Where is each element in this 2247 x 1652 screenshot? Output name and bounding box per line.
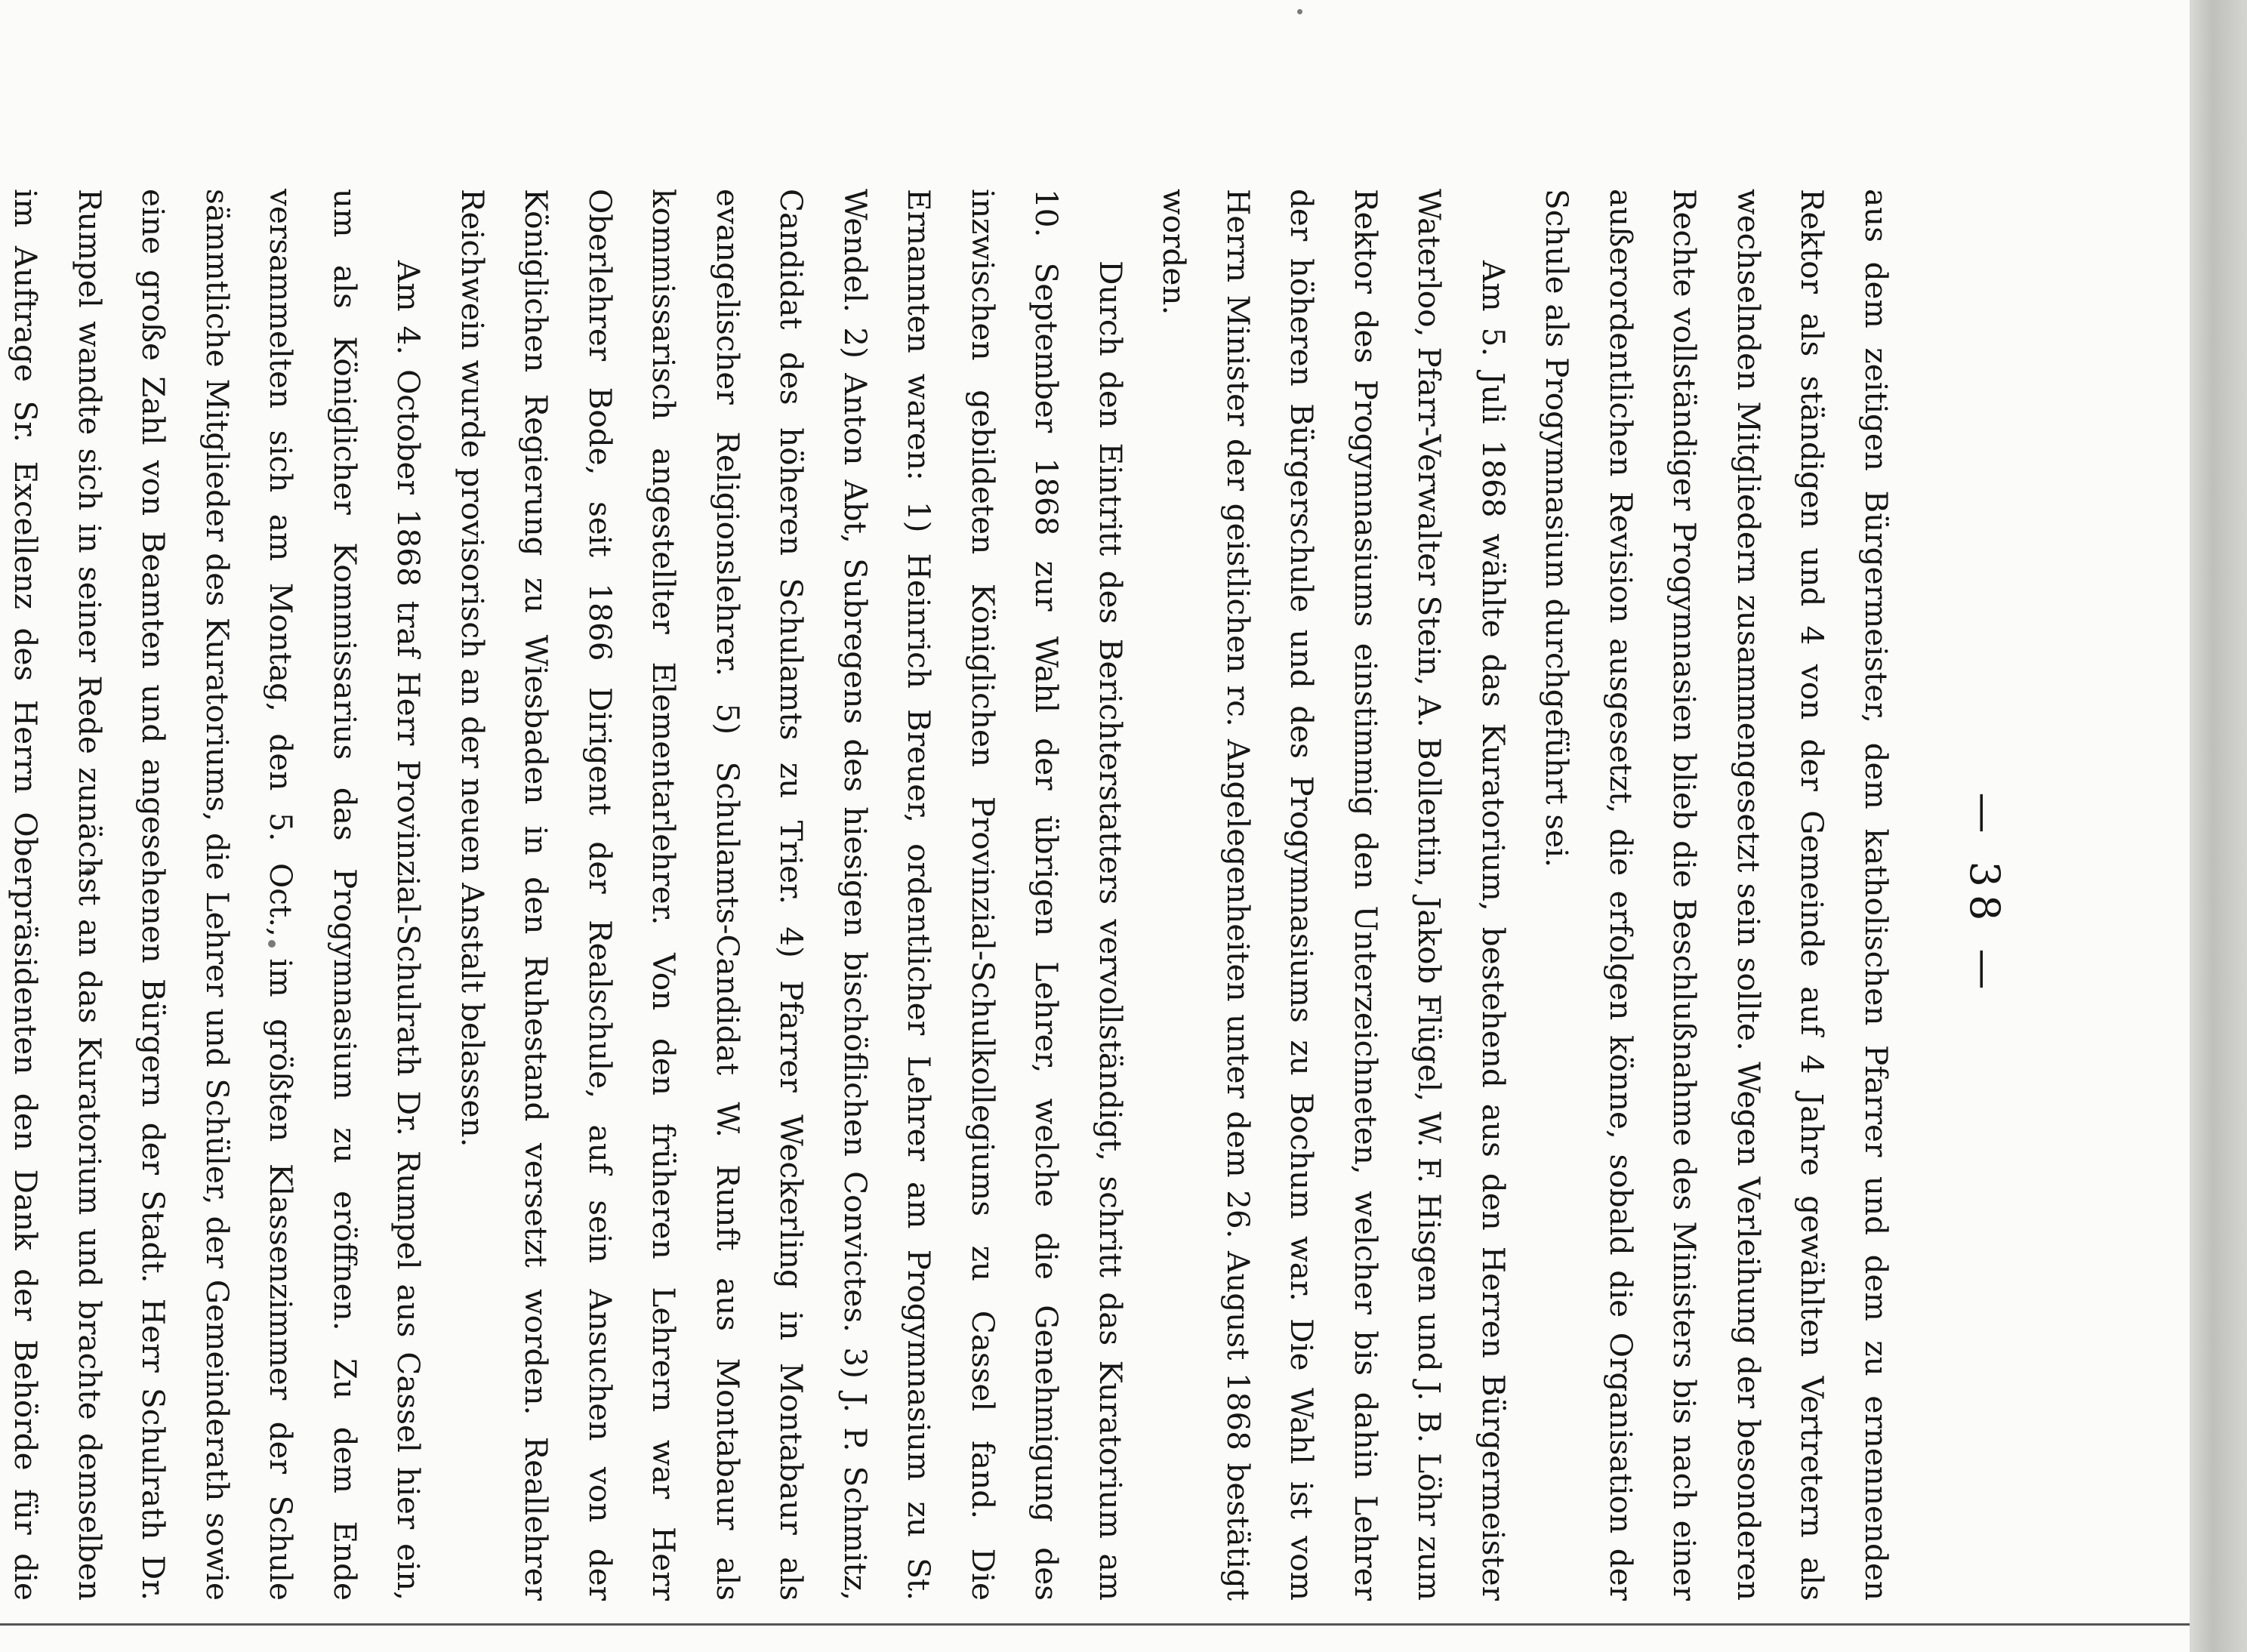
paragraph: Am 5. Juli 1868 wählte das Kuratorium, bestehend aus den Herren Bürgermeister Waterloo, Pfarr-Verwalter Stein, A. Bollentin, Jakob Flügel, W. F. Hisgen und J. B. Löhr zum Rektor des Progymnasiums einstimmig den Unterzeichneten, welcher bis dahin Lehrer der höheren Bürgerschule und des Progymnasiums zu Bochum war. Die Wahl ist vom Herrn Minister der geistlichen rc. Angelegenheiten unter dem 26. August 1868 bestätigt worden.	[1156, 189, 1512, 1601]
scanner-edge	[2190, 0, 2247, 1652]
page-number: — 38 —	[1961, 792, 2008, 997]
body-text	[0, 189, 1908, 1601]
rotated-book-page	[8, 189, 2008, 1601]
scanner-bottom-line	[0, 1623, 2190, 1626]
paragraph: Am 4. October 1868 traf Herr Provinzial-Schulrath Dr. Rumpel aus Cassel hier ein, um als Königlicher Kommissarius das Progymnasium zu eröffnen. Zu dem Ende versammelten sich am Montag, den 5. Oct., im größten Klassenzimmer der Schule sämmtliche Mitglieder des Kuratoriums, die Lehrer und Schüler, der Gemeinderath sowie eine große Zahl von Beamten und angesehenen Bürgern der Stadt. Herr Schulrath Dr. Rumpel wandte sich in seiner Rede zunächst an das Kuratorium und brachte demselben im Auftrage Sr. Excellenz des Herrn Oberpräsidenten den Dank der Behörde für die	[8, 189, 427, 1601]
paragraph: aus dem zeitigen Bürgermeister, dem katholischen Pfarrer und dem zu ernennenden Rektor als ständigen und 4 von der Gemeinde auf 4 Jahre gewählten Vertretern als wechselnden Mitgliedern zusammengesetzt sein sollte. Wegen Verleihung der besonderen Rechte vollständiger Progymnasien blieb die Beschlußnahme des Ministers bis nach einer außerordentlichen Revision ausgesetzt, die erfolgen könne, sobald die Organisation der Schule als Progymnasium durchgeführt sei.	[1539, 189, 1894, 1601]
paragraph: Durch den Eintritt des Berichterstatters vervollständigt, schritt das Kuratorium am 10. September 1868 zur Wahl der übrigen Lehrer, welche die Genehmigung des inzwischen gebildeten Königlichen Provinzial-Schulkollegiums zu Cassel fand. Die Ernannten waren: 1) Heinrich Breuer, ordentlicher Lehrer am Progymnasium zu St. Wendel. 2) Anton Abt, Subregens des hiesigen bischöflichen Convictes. 3) J. P. Schmitz, Candidat des höheren Schulamts zu Trier. 4) Pfarrer Weckerling in Montabaur als evangelischer Religionslehrer. 5) Schulamts-Candidat W. Runft aus Montabaur als kommissarisch angestellter Elementarlehrer. Von den früheren Lehrern war Herr Oberlehrer Bode, seit 1866 Dirigent der Realschule, auf sein Ansuchen von der Königlichen Regierung zu Wiesbaden in den Ruhestand versetzt worden. Reallehrer Reichwein wurde provisorisch an der neuen Anstalt belassen.	[455, 189, 1129, 1601]
